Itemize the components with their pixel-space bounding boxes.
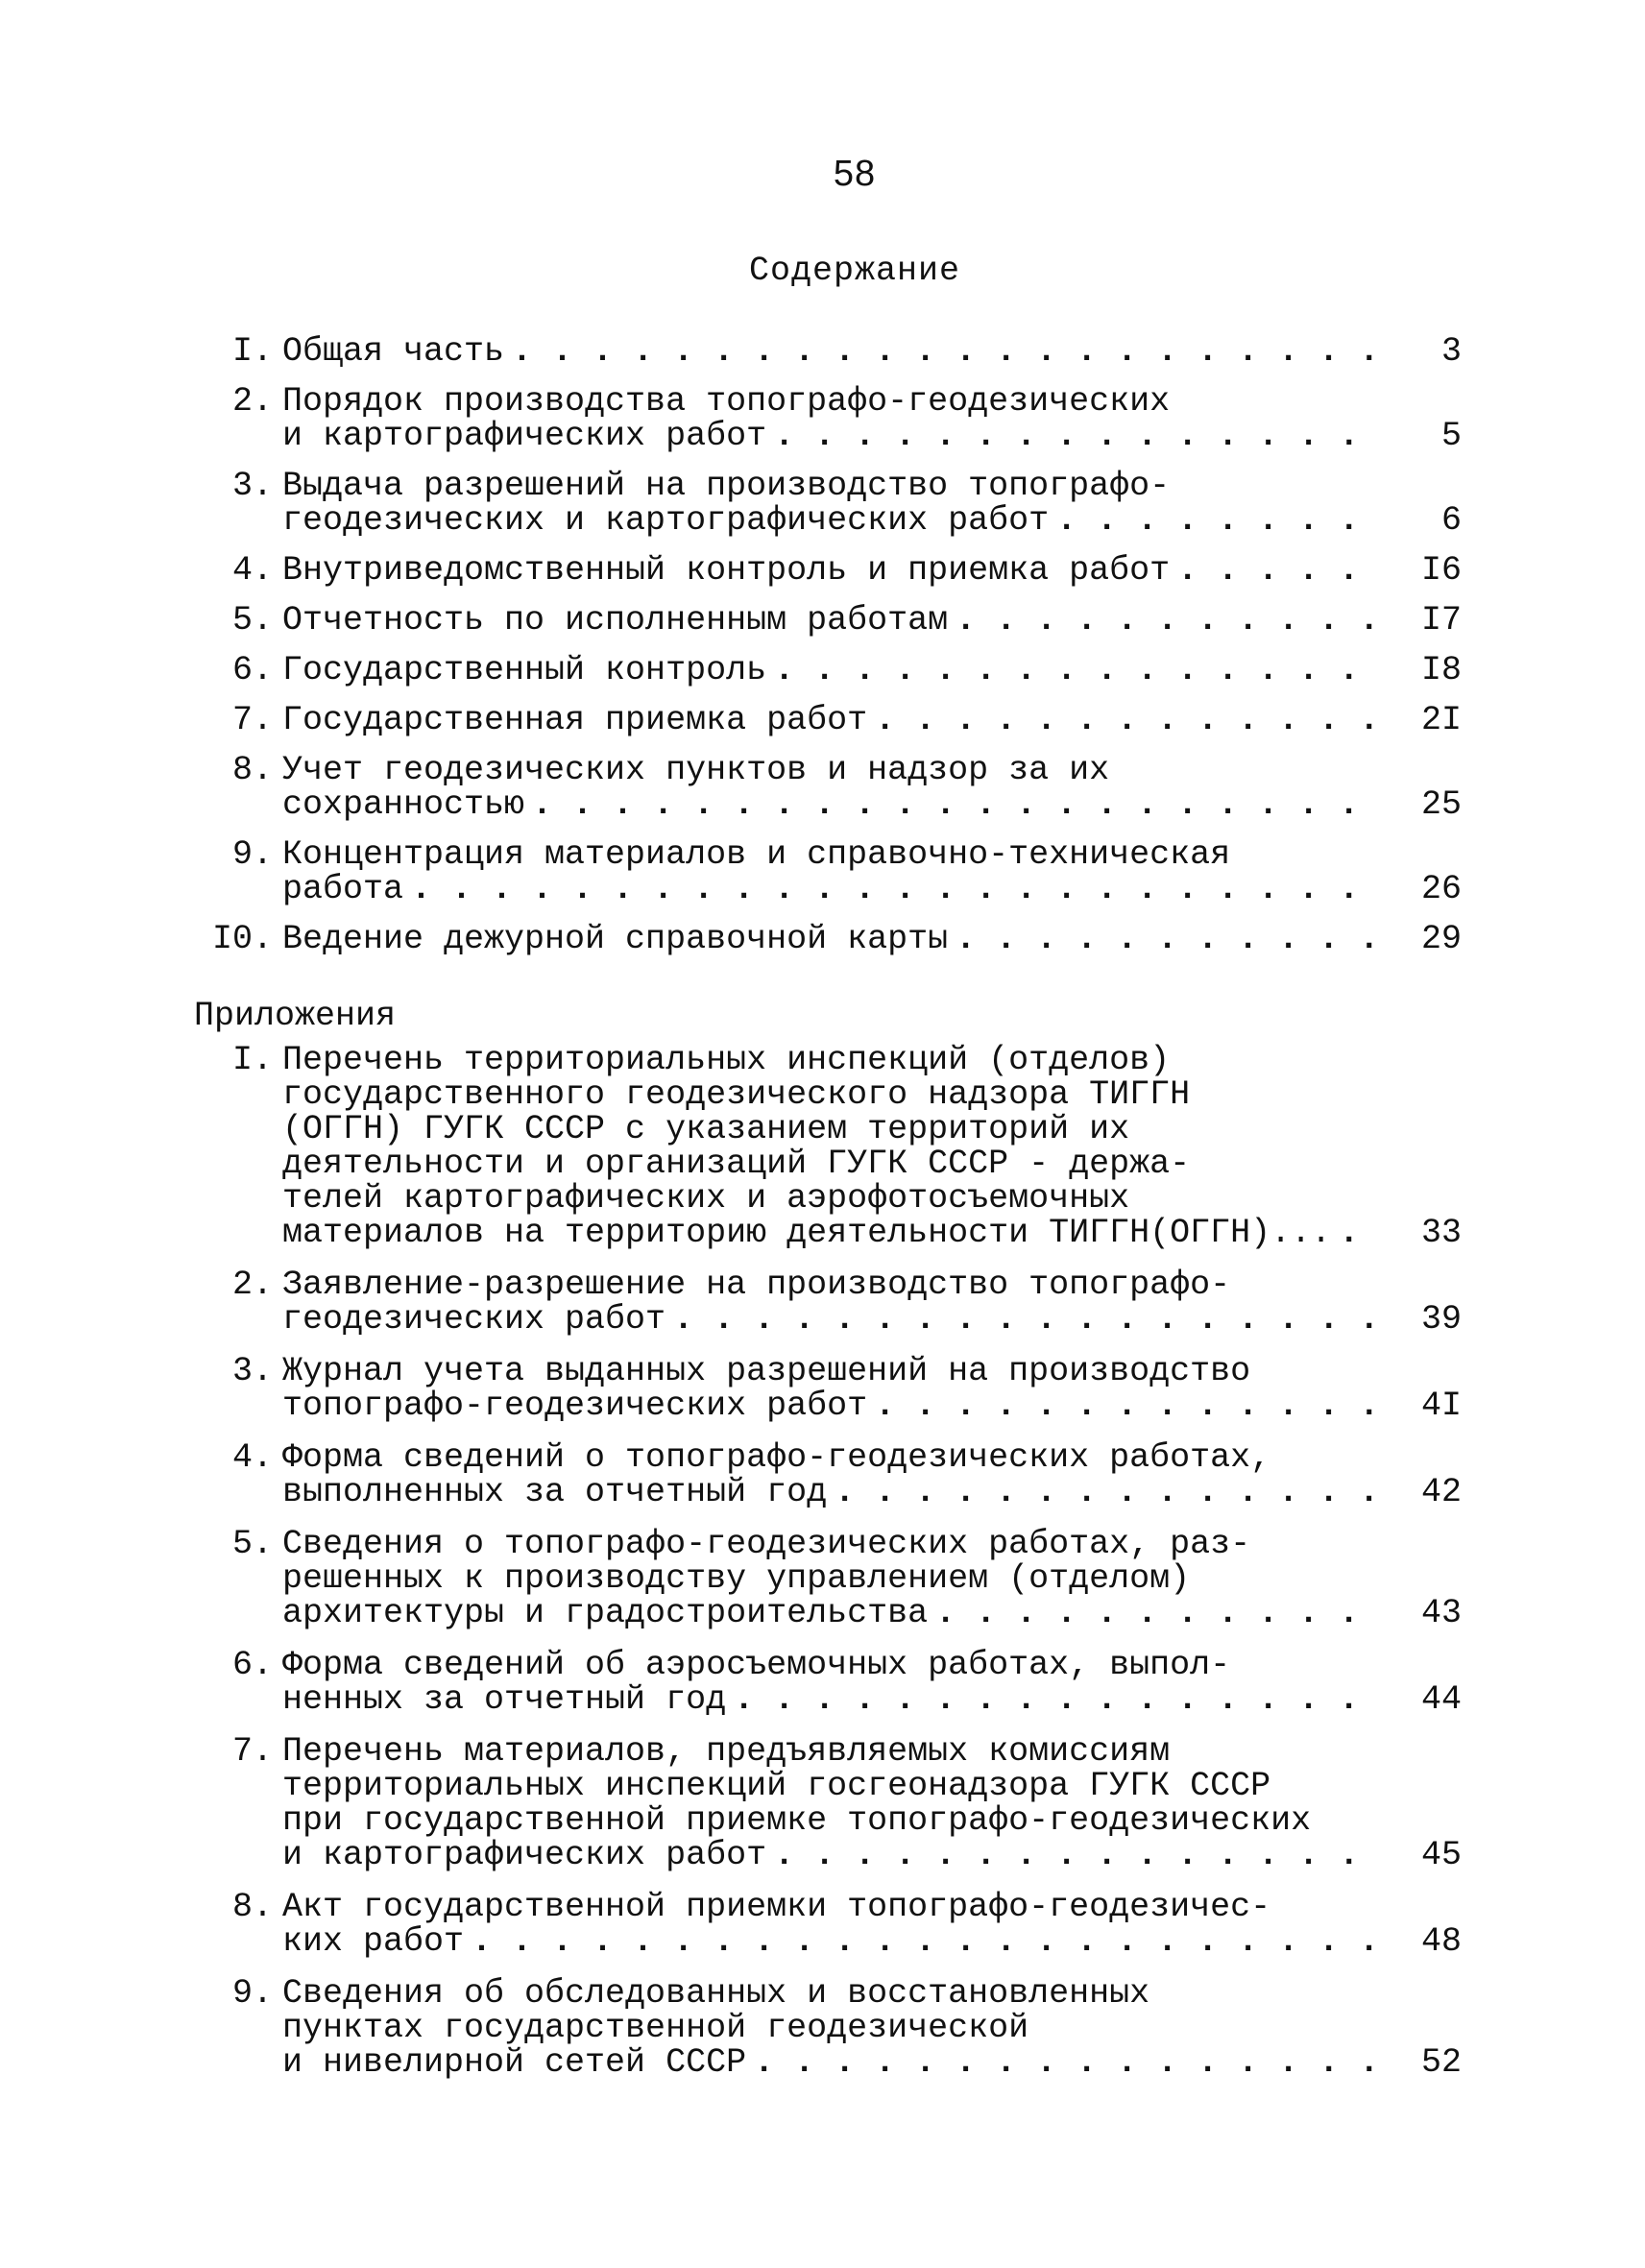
dot-leader	[532, 787, 1375, 822]
section-title	[282, 384, 1375, 453]
appendix-title-last-line	[282, 1388, 1375, 1423]
appendix-title-line: Перечень материалов, предъявляемых комиссиям	[282, 1734, 1171, 1769]
section-page-number: I6	[1420, 551, 1462, 590]
section-page-number: I8	[1420, 651, 1462, 689]
appendix-entry	[194, 1267, 1462, 1337]
dot-leader	[1056, 503, 1375, 538]
appendix-page-number: 44	[1420, 1680, 1462, 1719]
appendix-number: 5.	[231, 1525, 273, 1563]
section-number: 3.	[231, 467, 273, 505]
appendix-title-last-line	[282, 1596, 1375, 1630]
section-title-last-line	[282, 334, 1375, 369]
section-title-line: сохранностью	[282, 785, 525, 824]
section-title-last-line	[282, 653, 1375, 688]
appendix-title-last-line	[282, 1682, 1375, 1717]
section-title	[282, 553, 1375, 588]
section-title-line: Выдача разрешений на производство топографо-	[282, 469, 1171, 503]
appendix-number: 4.	[231, 1438, 273, 1477]
section-page-number: 2I	[1420, 701, 1462, 739]
appendix-title-line: Сведения о топографо-геодезических работах, раз-	[282, 1527, 1251, 1561]
section-title	[282, 703, 1375, 737]
dot-leader	[956, 922, 1375, 956]
section-entry	[194, 653, 1462, 688]
appendix-title	[282, 1527, 1375, 1630]
appendix-page-number: 39	[1420, 1300, 1462, 1339]
section-title	[282, 603, 1375, 638]
dot-leader	[956, 603, 1375, 638]
appendix-entry	[194, 1734, 1462, 1872]
appendix-number: 2.	[231, 1266, 273, 1304]
section-number: 5.	[231, 601, 273, 639]
section-number: 8.	[231, 751, 273, 789]
toc-title: Содержание	[748, 252, 961, 290]
appendix-title-line: ких работ	[282, 1922, 465, 1961]
section-entry	[194, 334, 1462, 369]
section-title-last-line	[282, 553, 1375, 588]
dot-leader	[875, 703, 1375, 737]
appendix-entry	[194, 1976, 1462, 2080]
section-title-last-line	[282, 603, 1375, 638]
section-title-line: Государственная приемка работ	[282, 701, 868, 739]
sections-list	[194, 334, 1462, 956]
dot-leader	[1339, 1216, 1375, 1250]
section-title-line: работа	[282, 870, 404, 908]
appendix-title	[282, 1648, 1375, 1717]
section-page-number: 29	[1420, 920, 1462, 958]
appendix-page-number: 45	[1420, 1836, 1462, 1874]
appendix-title	[282, 1267, 1375, 1337]
dot-leader	[734, 1682, 1375, 1717]
appendix-title-line: Журнал учета выданных разрешений на производство	[282, 1354, 1251, 1388]
dot-leader	[875, 1388, 1375, 1423]
section-title	[282, 837, 1375, 906]
section-entry	[194, 753, 1462, 822]
appendix-title-last-line	[282, 1302, 1375, 1337]
appendix-entry	[194, 1648, 1462, 1717]
appendix-entry	[194, 1527, 1462, 1630]
appendix-entry	[194, 1890, 1462, 1959]
appendix-title-line: ненных за отчетный год	[282, 1680, 727, 1719]
section-number: I0.	[211, 920, 273, 958]
section-page-number: 26	[1420, 870, 1462, 908]
appendix-title	[282, 1734, 1375, 1872]
appendix-title-line: решенных к производству управлением (отделом)	[282, 1561, 1191, 1596]
appendix-title-line: пунктах государственной геодезической	[282, 2011, 1029, 2045]
section-number: 9.	[231, 835, 273, 874]
appendix-title-line: топографо-геодезических работ	[282, 1387, 868, 1425]
section-page-number: 5	[1440, 417, 1462, 455]
appendix-title-last-line	[282, 1924, 1375, 1959]
appendix-title-line: геодезических работ	[282, 1300, 666, 1339]
appendix-title-line: (ОГГН) ГУГК СССР с указанием территорий их	[282, 1112, 1130, 1146]
section-entry	[194, 837, 1462, 906]
appendix-title-line: государственного геодезического надзора ТИГГН	[282, 1077, 1191, 1112]
appendix-title-last-line	[282, 1216, 1375, 1250]
dot-leader	[935, 1596, 1375, 1630]
section-title	[282, 469, 1375, 538]
section-title-line: Общая часть	[282, 332, 505, 371]
appendix-title-line: Акт государственной приемки топографо-геодезичес-	[282, 1890, 1271, 1924]
appendix-title-line: Форма сведений о топографо-геодезических работах,	[282, 1440, 1271, 1475]
section-title-line: Внутриведомственный контроль и приемка работ	[282, 551, 1171, 590]
section-title	[282, 653, 1375, 688]
appendix-title-last-line	[282, 2045, 1375, 2080]
section-title-line: Концентрация материалов и справочно-техническая	[282, 837, 1231, 872]
section-title	[282, 922, 1375, 956]
appendix-page-number: 4I	[1420, 1387, 1462, 1425]
dot-leader	[472, 1924, 1375, 1959]
appendix-number: 3.	[231, 1352, 273, 1390]
appendix-page-number: 43	[1420, 1594, 1462, 1632]
dot-leader	[774, 419, 1375, 453]
section-title-last-line	[282, 419, 1375, 453]
section-title-last-line	[282, 922, 1375, 956]
dot-leader	[774, 1838, 1375, 1872]
appendix-title	[282, 1976, 1375, 2080]
appendix-entry	[194, 1043, 1462, 1250]
appendix-number: 6.	[231, 1646, 273, 1684]
dot-leader	[673, 1302, 1375, 1337]
section-number: I.	[231, 332, 273, 371]
appendix-title-line: архитектуры и градостроительства	[282, 1594, 929, 1632]
section-page-number: 25	[1420, 785, 1462, 824]
appendix-title-last-line	[282, 1838, 1375, 1872]
section-page-number: I7	[1420, 601, 1462, 639]
appendix-number: 9.	[231, 1974, 273, 2013]
section-number: 4.	[231, 551, 273, 590]
section-page-number: 3	[1440, 332, 1462, 371]
section-entry	[194, 553, 1462, 588]
appendix-entry	[194, 1354, 1462, 1423]
appendix-title	[282, 1890, 1375, 1959]
section-entry	[194, 922, 1462, 956]
appendix-page-number: 33	[1420, 1214, 1462, 1252]
appendix-title-line: Перечень территориальных инспекций (отделов)	[282, 1043, 1171, 1077]
section-title-last-line	[282, 703, 1375, 737]
appendix-title-line: Сведения об обследованных и восстановленных	[282, 1976, 1150, 2011]
section-title-last-line	[282, 872, 1375, 906]
appendix-title	[282, 1354, 1375, 1423]
appendix-heading: Приложения	[194, 997, 397, 1035]
page-number: 58	[833, 154, 877, 194]
appendix-title-line: и нивелирной сетей СССР	[282, 2043, 747, 2082]
section-number: 6.	[231, 651, 273, 689]
appendices-list	[194, 1043, 1462, 2080]
appendix-title	[282, 1440, 1375, 1509]
appendix-title-line: Заявление-разрешение на производство топографо-	[282, 1267, 1231, 1302]
appendix-title-line: при государственной приемке топографо-геодезических	[282, 1803, 1312, 1838]
section-title-last-line	[282, 787, 1375, 822]
section-title	[282, 334, 1375, 369]
section-title	[282, 753, 1375, 822]
dot-leader	[835, 1475, 1375, 1509]
dot-leader	[1177, 553, 1375, 588]
dot-leader	[411, 872, 1375, 906]
appendix-title-line: материалов на территорию деятельности ТИГГН(ОГГН)...	[282, 1214, 1332, 1252]
dot-leader	[512, 334, 1375, 369]
section-entry	[194, 469, 1462, 538]
appendix-title-line: территориальных инспекций госгеонадзора ГУГК СССР	[282, 1769, 1271, 1803]
section-number: 2.	[231, 382, 273, 421]
section-title-line: Ведение дежурной справочной карты	[282, 920, 949, 958]
dot-leader	[754, 2045, 1375, 2080]
appendix-title-last-line	[282, 1475, 1375, 1509]
section-entry	[194, 384, 1462, 453]
appendix-title-line: и картографических работ	[282, 1836, 767, 1874]
section-entry	[194, 703, 1462, 737]
appendix-number: 8.	[231, 1888, 273, 1926]
appendix-title-line: деятельности и организаций ГУГК СССР - держа-	[282, 1146, 1191, 1181]
section-title-line: и картографических работ	[282, 417, 767, 455]
appendix-number: I.	[231, 1041, 273, 1079]
appendix-title	[282, 1043, 1375, 1250]
appendix-page-number: 42	[1420, 1473, 1462, 1511]
section-title-line: Отчетность по исполненным работам	[282, 601, 949, 639]
section-title-line: Государственный контроль	[282, 651, 767, 689]
appendix-title-line: телей картографических и аэрофотосъемочных	[282, 1181, 1130, 1216]
dot-leader	[774, 653, 1375, 688]
section-title-line: Учет геодезических пунктов и надзор за их	[282, 753, 1110, 787]
appendix-title-line: выполненных за отчетный год	[282, 1473, 828, 1511]
appendix-title-line: Форма сведений об аэросъемочных работах, выпол-	[282, 1648, 1231, 1682]
section-entry	[194, 603, 1462, 638]
section-page-number: 6	[1440, 501, 1462, 540]
appendix-number: 7.	[231, 1732, 273, 1771]
section-title-line: геодезических и картографических работ	[282, 501, 1050, 540]
section-title-line: Порядок производства топографо-геодезических	[282, 384, 1171, 419]
appendix-entry	[194, 1440, 1462, 1509]
table-of-contents	[194, 334, 1462, 2097]
section-number: 7.	[231, 701, 273, 739]
section-title-last-line	[282, 503, 1375, 538]
appendix-page-number: 52	[1420, 2043, 1462, 2082]
appendix-page-number: 48	[1420, 1922, 1462, 1961]
